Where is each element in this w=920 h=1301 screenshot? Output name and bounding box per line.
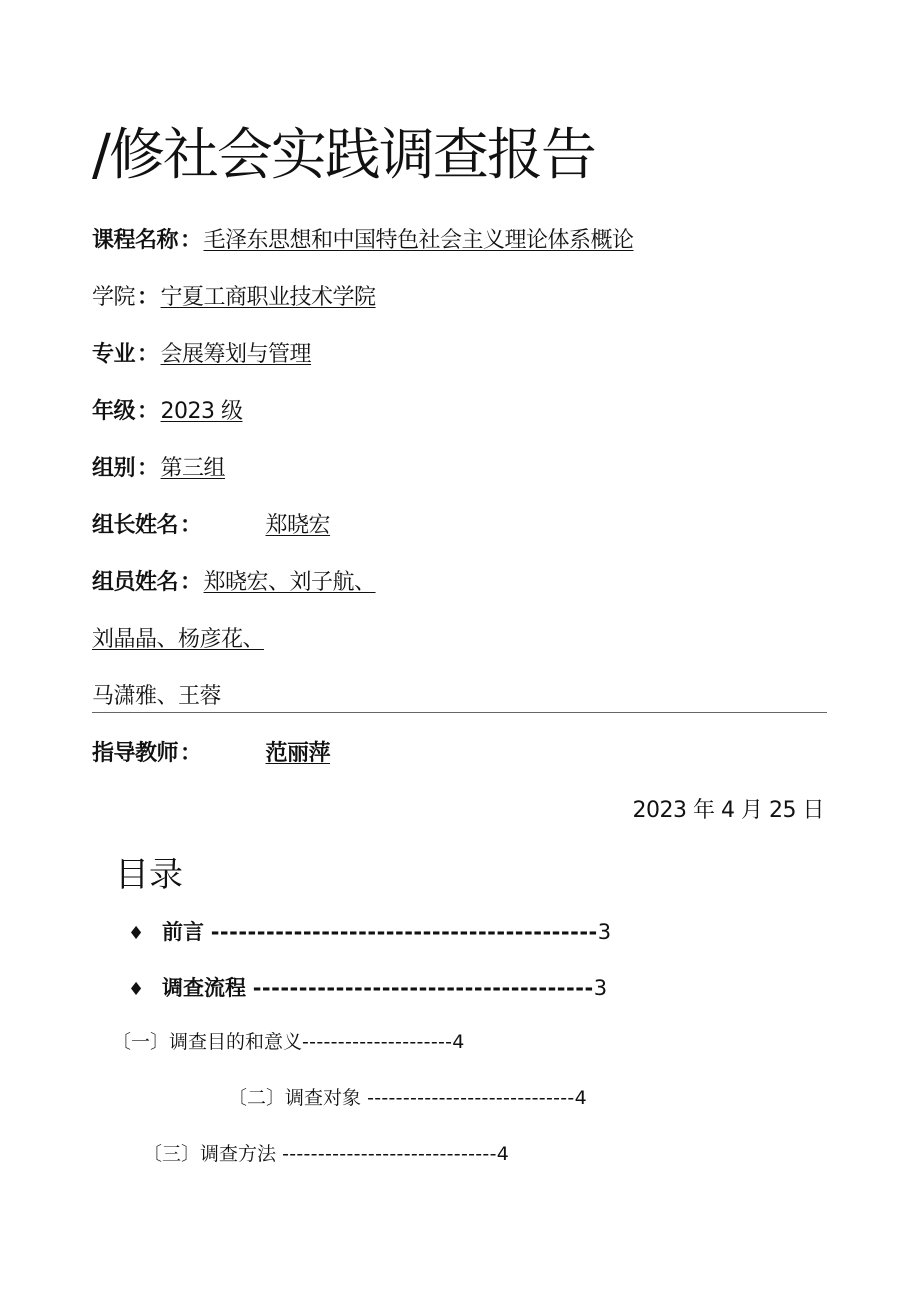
toc-entry-process bbox=[128, 973, 607, 1005]
grade-colon: ： bbox=[137, 399, 159, 424]
members-label: 组员姓名 bbox=[92, 570, 179, 595]
report-title: /修社会实践调查报告 bbox=[92, 123, 595, 188]
group-value: 第三组 bbox=[160, 456, 226, 481]
field-college bbox=[92, 283, 376, 313]
advisor-value: 范丽萍 bbox=[265, 741, 331, 766]
members-line-2: 刘晶晶、杨彦花、 bbox=[92, 627, 265, 652]
toc-subentry-methods bbox=[143, 1140, 509, 1168]
diamond-bullet-icon: ♦ bbox=[128, 979, 145, 1000]
toc-subentry-title: 〔三〕调查方法 bbox=[143, 1143, 277, 1165]
advisor-colon: ： bbox=[180, 741, 202, 766]
field-course bbox=[92, 226, 634, 256]
toc-page-number: 3 bbox=[593, 976, 608, 1000]
toc-subentry-title: 〔一〕调查目的和意义 bbox=[112, 1031, 303, 1053]
grade-value: 2023 级 bbox=[160, 399, 243, 424]
separator-line bbox=[92, 712, 827, 713]
course-colon: ： bbox=[180, 228, 202, 253]
toc-page-number: 4 bbox=[496, 1143, 509, 1165]
members-line-3: 马潇雅、王蓉 bbox=[92, 684, 222, 709]
members-row-2 bbox=[92, 625, 264, 655]
leader-colon: ： bbox=[180, 513, 202, 538]
major-label: 专业 bbox=[92, 342, 136, 367]
toc-entry-preface bbox=[128, 917, 611, 949]
toc-leader-dots: ------------------------------ bbox=[282, 1143, 497, 1165]
major-value: 会展筹划与管理 bbox=[160, 342, 312, 367]
field-grade bbox=[92, 397, 243, 427]
advisor-label: 指导教师 bbox=[92, 741, 179, 766]
toc-subentry-subjects bbox=[228, 1084, 587, 1112]
toc-leader-dots: --------------------- bbox=[302, 1031, 453, 1053]
college-value: 宁夏工商职业技术学院 bbox=[160, 285, 376, 310]
major-colon: ： bbox=[137, 342, 159, 367]
toc-subentry-title: 〔二〕调查对象 bbox=[228, 1087, 362, 1109]
leader-label: 组长姓名 bbox=[92, 513, 179, 538]
grade-label: 年级 bbox=[92, 399, 136, 424]
field-members bbox=[92, 568, 376, 598]
college-label: 学院 bbox=[92, 285, 136, 310]
toc-subentry-purpose bbox=[112, 1028, 464, 1056]
college-colon: ： bbox=[137, 285, 159, 310]
group-colon: ： bbox=[137, 456, 159, 481]
toc-leader-dots: ----------------------------- bbox=[367, 1087, 575, 1109]
members-line-1: 郑晓宏、刘子航、 bbox=[203, 570, 376, 595]
toc-entry-title: 前言 bbox=[162, 920, 204, 944]
leader-value: 郑晓宏 bbox=[265, 513, 331, 538]
toc-leader-dots: ------------------------------------------ bbox=[210, 920, 598, 944]
course-label: 课程名称 bbox=[92, 228, 179, 253]
toc-heading: 目录 bbox=[115, 855, 183, 895]
toc-page-number: 4 bbox=[574, 1087, 587, 1109]
members-colon: ： bbox=[180, 570, 202, 595]
toc-page-number: 3 bbox=[597, 920, 612, 944]
toc-page-number: 4 bbox=[452, 1031, 465, 1053]
field-leader bbox=[92, 511, 330, 541]
group-label: 组别 bbox=[92, 456, 136, 481]
diamond-bullet-icon: ♦ bbox=[128, 923, 145, 944]
field-major bbox=[92, 340, 311, 370]
field-group bbox=[92, 454, 225, 484]
toc-entry-title: 调查流程 bbox=[162, 976, 246, 1000]
report-date: 2023 年 4 月 25 日 bbox=[632, 798, 824, 823]
course-value: 毛泽东思想和中国特色社会主义理论体系概论 bbox=[203, 228, 634, 253]
field-advisor bbox=[92, 739, 330, 769]
toc-leader-dots: ------------------------------------- bbox=[252, 976, 594, 1000]
members-row-3 bbox=[92, 682, 221, 712]
